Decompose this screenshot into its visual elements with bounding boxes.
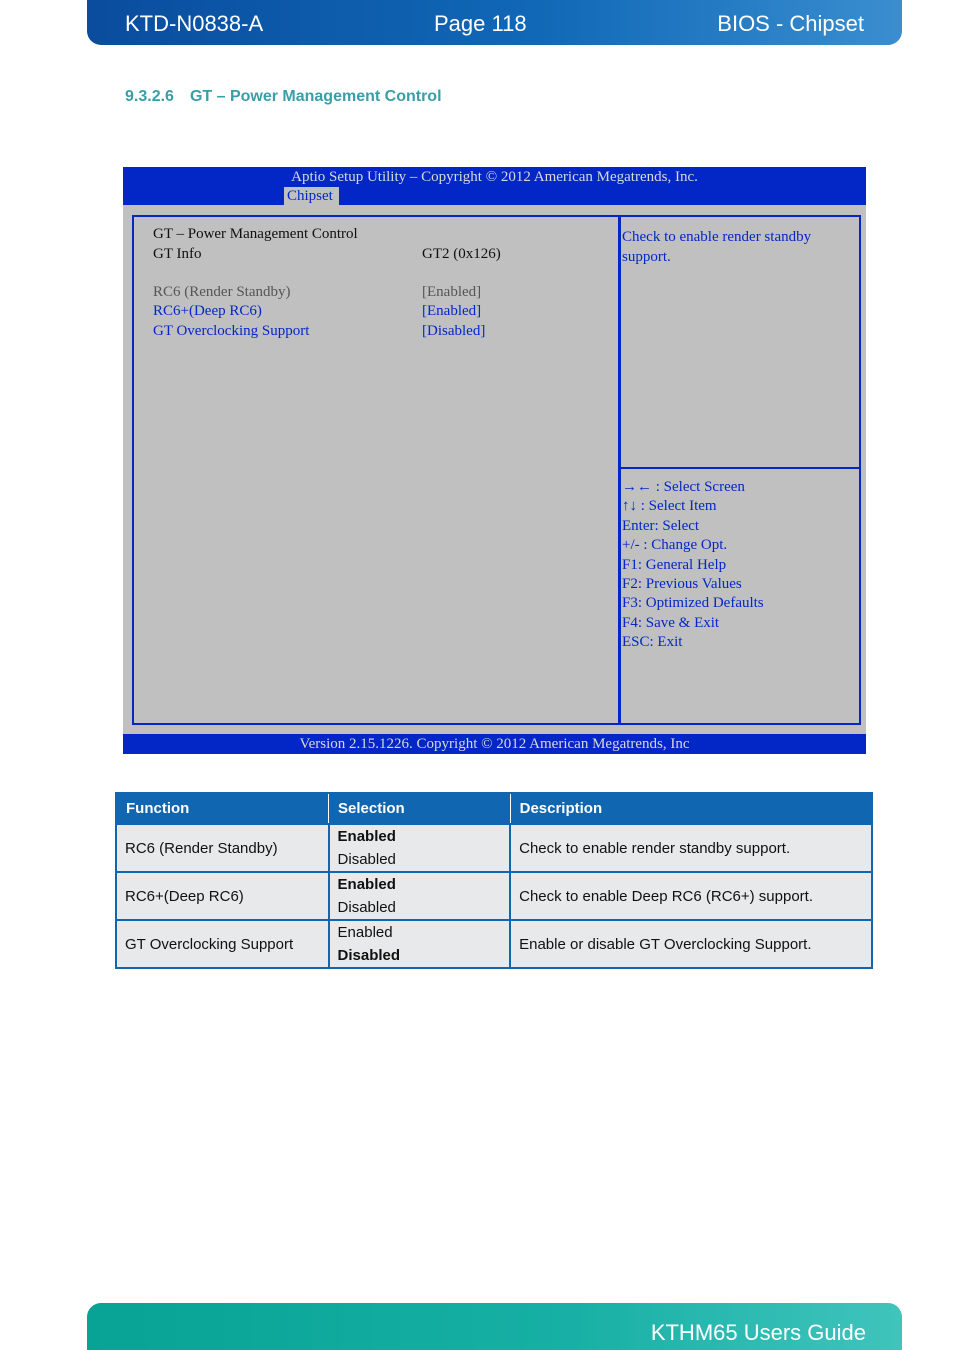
table-row <box>116 920 872 968</box>
gt-info-row <box>153 245 501 264</box>
divider <box>621 467 859 469</box>
description-cell: Enable or disable GT Overclocking Support. <box>510 920 872 968</box>
bios-title: Aptio Setup Utility – Copyright © 2012 American Megatrends, Inc. <box>291 169 698 185</box>
option-value[interactable]: [Enabled] <box>422 284 482 300</box>
key-change-opt: +/- : Change Opt. <box>622 537 728 554</box>
key-f4: F4: Save & Exit <box>622 614 720 631</box>
selection-option: Disabled <box>337 899 396 916</box>
page-footer <box>87 1303 902 1350</box>
column-header: Description <box>510 793 872 824</box>
document-id: KTD-N0838-A <box>125 11 264 36</box>
page-header <box>87 0 902 45</box>
gt-info-label: GT Info <box>153 246 202 262</box>
option-label: RC6+(Deep RC6) <box>153 303 262 319</box>
selection-option: Disabled <box>337 851 396 868</box>
option-value[interactable]: [Enabled] <box>422 303 482 319</box>
key-f1: F1: General Help <box>622 556 727 573</box>
column-header: Selection <box>329 793 511 824</box>
key-enter: Enter: Select <box>622 517 700 534</box>
selection-cell <box>329 872 511 920</box>
selection-default: Enabled <box>337 828 396 845</box>
bios-screen <box>123 167 866 754</box>
key-legend <box>622 478 858 653</box>
table-row <box>116 824 872 872</box>
section-number: 9.3.2.6 <box>125 88 174 105</box>
option-rc6-plus-deep[interactable] <box>153 302 482 321</box>
bios-main-panel <box>132 215 620 725</box>
table-row <box>116 872 872 920</box>
function-cell: RC6 (Render Standby) <box>116 824 329 872</box>
key-f3: F3: Optimized Defaults <box>622 595 764 612</box>
option-gt-overclocking[interactable] <box>153 322 486 341</box>
key-select-item: ↑↓ : Select Item <box>622 498 717 515</box>
tab-chipset[interactable]: Chipset <box>284 187 339 205</box>
section-heading <box>125 87 442 107</box>
key-select-screen: →← : Select Screen <box>622 479 745 495</box>
selection-cell <box>329 824 511 872</box>
option-label: RC6 (Render Standby) <box>153 284 291 300</box>
table-header-row <box>116 793 872 824</box>
bios-version-bar: Version 2.15.1226. Copyright © 2012 American Megatrends, Inc <box>123 734 866 754</box>
key-esc: ESC: Exit <box>622 634 683 651</box>
bios-page-title: GT – Power Management Control <box>153 226 358 242</box>
gt-info-value: GT2 (0x126) <box>422 246 501 262</box>
selection-default: Enabled <box>337 876 396 893</box>
options-table <box>115 792 873 969</box>
selection-default: Disabled <box>337 947 401 964</box>
help-text: Check to enable render standby support. <box>622 229 812 265</box>
section-title: BIOS - Chipset <box>717 11 864 36</box>
bios-title-bar <box>123 167 866 205</box>
column-header: Function <box>116 793 329 824</box>
function-cell: GT Overclocking Support <box>116 920 329 968</box>
option-rc6-render-standby[interactable] <box>153 283 482 302</box>
option-value[interactable]: [Disabled] <box>422 323 486 339</box>
page-number: Page 118 <box>434 11 527 36</box>
section-heading-title: GT – Power Management Control <box>189 88 442 105</box>
description-cell: Check to enable render standby support. <box>510 824 872 872</box>
footer-title: KTHM65 Users Guide <box>650 1320 866 1345</box>
option-label: GT Overclocking Support <box>153 323 310 339</box>
selection-cell <box>329 920 511 968</box>
bios-help-panel <box>619 215 861 725</box>
description-cell: Check to enable Deep RC6 (RC6+) support. <box>510 872 872 920</box>
selection-option: Enabled <box>337 924 393 941</box>
key-f2: F2: Previous Values <box>622 576 742 593</box>
function-cell: RC6+(Deep RC6) <box>116 872 329 920</box>
